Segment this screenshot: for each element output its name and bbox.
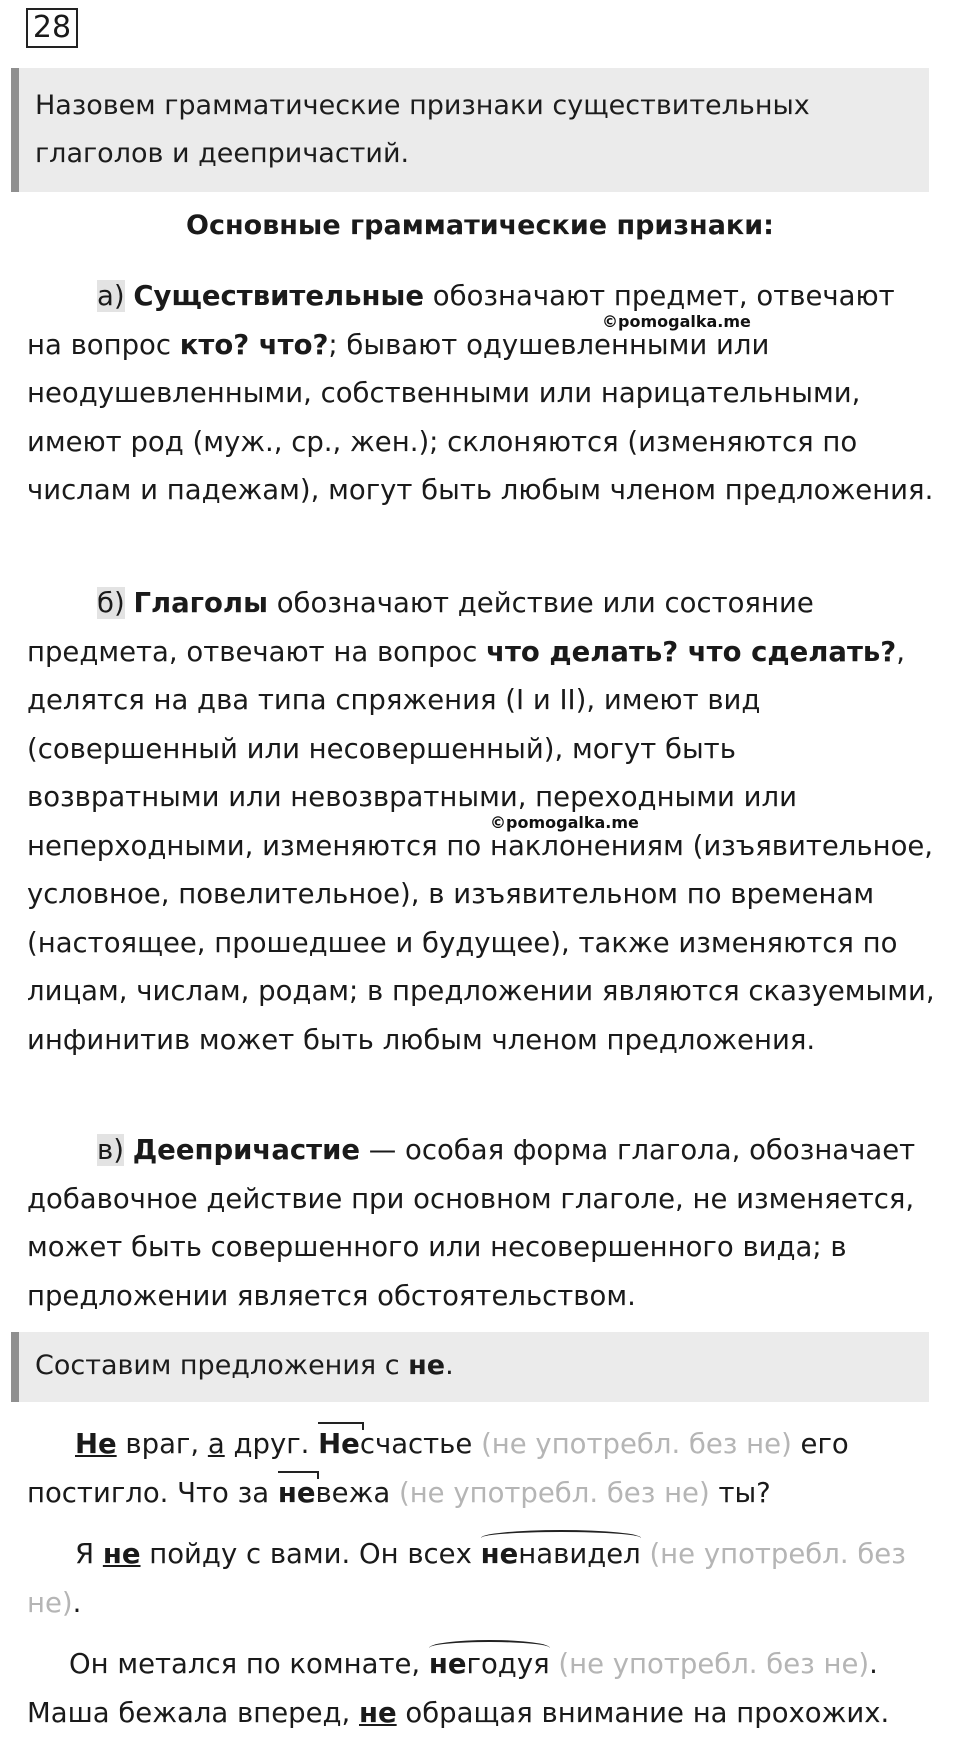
ne-particle: Не bbox=[75, 1428, 117, 1460]
note-grey: (не употребл. без bbox=[649, 1538, 906, 1570]
watermark: ©pomogalka.me bbox=[490, 813, 639, 832]
ex-text: обращая внимание на прохожих. bbox=[396, 1696, 890, 1729]
ne-root: не bbox=[428, 1648, 467, 1680]
ne-root: не bbox=[480, 1538, 519, 1570]
task2-bold: не bbox=[408, 1350, 446, 1381]
participle-text: — особая форма глагола, обозначает добавочное действие при основном глаголе, не изменяется, может быть совершенного или несовершенного вида; в предложении является обстоятельством. bbox=[27, 1134, 916, 1312]
note-grey: (не употребл. без не) bbox=[481, 1428, 792, 1460]
verb-term: Глаголы bbox=[133, 587, 268, 619]
ex-text: Он метался по комнате, bbox=[69, 1648, 429, 1680]
task2-end: . bbox=[445, 1350, 454, 1381]
noun-text-1: обозначают предмет, отвечают на вопрос bbox=[27, 280, 895, 361]
ex-text: Я bbox=[75, 1538, 103, 1570]
ex-text: Маша бежала вперед, bbox=[27, 1696, 359, 1729]
ex-text: его постигло. Что за bbox=[27, 1428, 849, 1509]
ex-text: навидел bbox=[518, 1538, 641, 1570]
ex-text: враг, bbox=[116, 1428, 208, 1460]
note-grey: не) bbox=[27, 1586, 73, 1619]
intro-text: Назовем грамматические признаки существительных глаголов и деепричастий. bbox=[35, 90, 810, 169]
participle-term: Деепричастие bbox=[132, 1134, 361, 1166]
task2-text: Составим предложения с bbox=[35, 1350, 409, 1381]
ne-prefix: не bbox=[277, 1476, 316, 1509]
task2-band bbox=[11, 1332, 929, 1402]
example-2 bbox=[27, 1530, 937, 1627]
participle-marker: в) bbox=[97, 1134, 124, 1166]
example-1 bbox=[27, 1420, 937, 1517]
verb-text-1: обозначают действие или состояние предмета, отвечают на вопрос bbox=[27, 587, 814, 668]
noun-paragraph bbox=[27, 272, 937, 515]
conjunction-a: а bbox=[207, 1428, 225, 1460]
intro-band bbox=[11, 68, 929, 192]
note-grey: (не употребл. без не) bbox=[558, 1648, 870, 1680]
ex-text: годуя bbox=[466, 1648, 550, 1680]
participle-paragraph bbox=[27, 1126, 937, 1320]
ex-text: . bbox=[869, 1648, 878, 1680]
noun-text-2: ; бывают одушевленными или неодушевленными, собственными или нарицательными, имеют род (муж., ср., жен.); склоняются (изменяются по числам и падежам), могут быть любым членом предложения. bbox=[27, 328, 934, 506]
example-3 bbox=[27, 1640, 937, 1737]
watermark: ©pomogalka.me bbox=[602, 312, 751, 331]
note-grey: (не употребл. без не) bbox=[398, 1476, 710, 1509]
ne-particle: не bbox=[102, 1538, 141, 1570]
ex-text: счастье bbox=[359, 1428, 482, 1460]
verb-question: что делать? что сделать? bbox=[486, 635, 897, 668]
verb-marker: б) bbox=[97, 587, 125, 619]
ne-prefix: Не bbox=[318, 1428, 360, 1460]
verb-paragraph bbox=[27, 579, 937, 1064]
noun-term: Существительные bbox=[133, 280, 425, 312]
ex-text: вежа bbox=[315, 1476, 399, 1509]
noun-marker: а) bbox=[97, 280, 125, 312]
ne-particle: не bbox=[359, 1696, 397, 1729]
ex-text: ты? bbox=[709, 1476, 771, 1509]
ex-text: . bbox=[72, 1586, 82, 1619]
verb-text-2: , делятся на два типа спряжения (I и II), имеют вид (совершенный или несовершенный), могут быть возвратными или невозвратными, переходными или неперходными, изменяются по наклонениям (изъявительное, условное, повелительное), в изъявительном по временам (настоящее, прошедшее и будущее), также изменяются по лицам, числам, родам; в предложении являются сказуемыми, инфинитив может быть любым членом предложения. bbox=[27, 635, 935, 1056]
section-heading: Основные грамматические признаки: bbox=[186, 210, 774, 241]
ex-text: друг. bbox=[224, 1428, 319, 1460]
noun-question: кто? что? bbox=[179, 328, 329, 361]
task-number: 28 bbox=[26, 8, 78, 48]
ex-text: пойду с вами. Он всех bbox=[140, 1538, 481, 1570]
